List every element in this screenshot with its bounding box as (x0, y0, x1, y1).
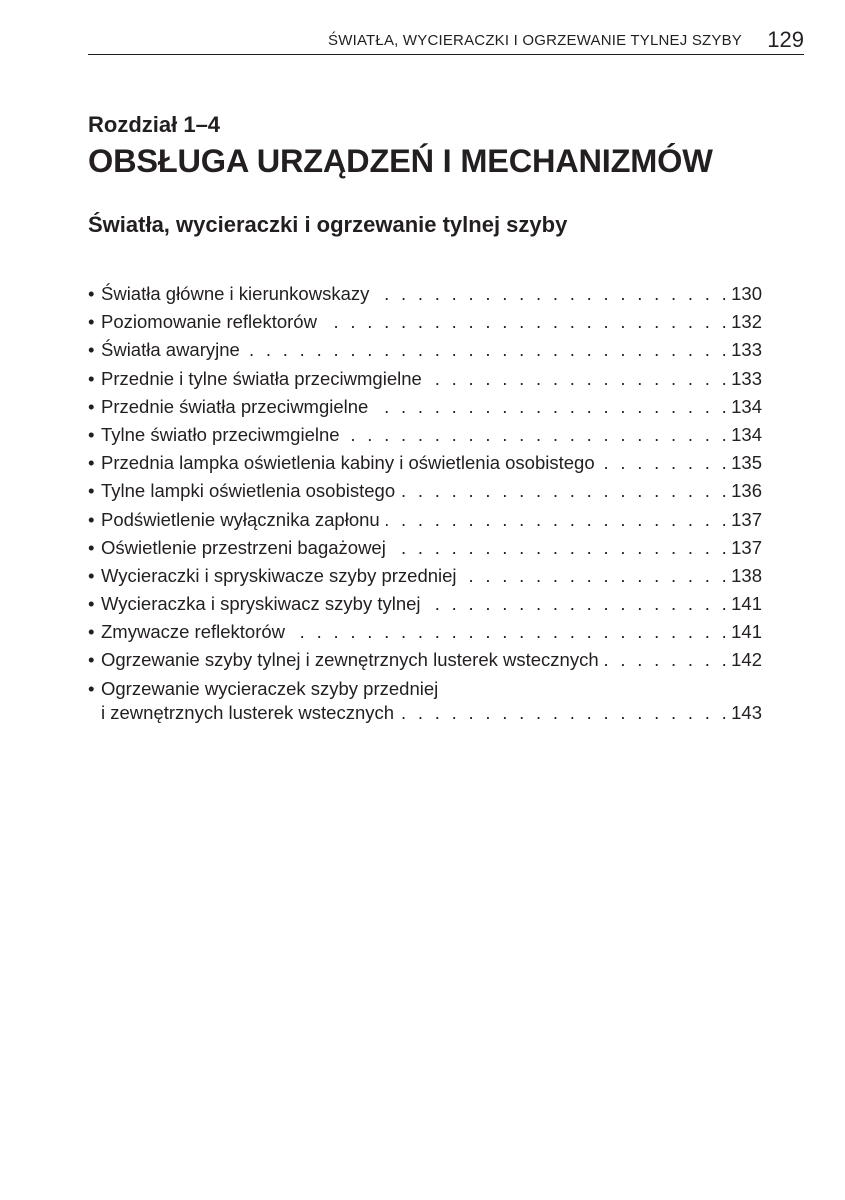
running-title: ŚWIATŁA, WYCIERACZKI I OGRZEWANIE TYLNEJ SZYBY (328, 32, 742, 49)
toc-item-page: 134 (731, 395, 762, 417)
dot-leader (291, 618, 730, 646)
bullet: • (88, 508, 95, 530)
toc-item-page: 130 (731, 283, 762, 304)
dot-leader (427, 590, 731, 618)
toc-item-page: 135 (731, 452, 762, 474)
toc-item[interactable] (88, 506, 762, 534)
toc-item-label: Przednie i tylne światła przeciwmgielne (101, 367, 422, 389)
bullet: • (88, 452, 95, 474)
toc-item[interactable] (88, 393, 762, 421)
toc-item-label: Ogrzewanie wycieraczek szyby przedniej (101, 677, 439, 699)
dot-leader (323, 308, 730, 336)
dot-leader (386, 506, 730, 534)
toc-item-label: Zmywacze reflektorów (101, 621, 286, 643)
toc-item-label: Ogrzewanie szyby tylnej i zewnętrznych lusterek wstecznych (101, 649, 599, 671)
toc-item-page: 138 (731, 564, 762, 586)
toc-item-label: Podświetlenie wyłącznika zapłonu (101, 508, 380, 530)
toc-item[interactable] (88, 336, 762, 364)
toc-item-label: Światła awaryjne (101, 339, 240, 361)
bullet: • (88, 593, 95, 615)
toc-item-page: 137 (731, 508, 762, 530)
bullet: • (88, 311, 95, 333)
toc-item-page: 133 (731, 367, 762, 389)
toc-item-label: Przednie światła przeciwmgielne (101, 395, 369, 417)
section-title: Światła, wycieraczki i ogrzewanie tylnej szyby (88, 212, 568, 237)
toc-item-label: Tylne światło przeciwmgielne (101, 423, 340, 445)
toc-item-label: Przednia lampka oświetlenia kabiny i oświetlenia osobistego (101, 452, 595, 474)
page-number: 129 (767, 27, 804, 52)
table-of-contents (88, 280, 762, 727)
chapter-title: OBSŁUGA URZĄDZEŃ I MECHANIZMÓW (88, 143, 713, 179)
bullet: • (88, 423, 95, 445)
toc-item-page: 137 (731, 536, 762, 558)
bullet: • (88, 339, 95, 361)
toc-item-label: Oświetlenie przestrzeni bagażowej (101, 536, 386, 558)
dot-leader (400, 699, 730, 727)
toc-item-label-continued: i zewnętrznych lusterek wstecznych (101, 701, 395, 723)
dot-leader (374, 393, 730, 421)
bullet: • (88, 395, 95, 417)
dot-leader (375, 280, 730, 308)
chapter-label: Rozdział 1–4 (88, 112, 221, 137)
dot-leader (401, 477, 730, 505)
toc-item[interactable] (88, 618, 762, 646)
dot-leader (428, 365, 730, 393)
toc-item-label: Wycieraczka i spryskiwacz szyby tylnej (101, 593, 421, 615)
dot-leader (601, 449, 731, 477)
bullet: • (88, 367, 95, 389)
toc-item-label: Poziomowanie reflektorów (101, 311, 317, 333)
bullet: • (88, 677, 95, 699)
toc-item[interactable] (88, 421, 762, 449)
toc-item[interactable] (88, 675, 762, 727)
toc-item-page: 143 (731, 701, 762, 723)
dot-leader (346, 421, 731, 449)
toc-item[interactable] (88, 562, 762, 590)
dot-leader (605, 646, 730, 674)
toc-item[interactable] (88, 449, 762, 477)
bullet: • (88, 649, 95, 671)
toc-item-page: 133 (731, 339, 762, 361)
toc-item[interactable] (88, 477, 762, 505)
toc-item[interactable] (88, 365, 762, 393)
toc-item-label: Tylne lampki oświetlenia osobistego (101, 480, 396, 502)
running-header (88, 24, 804, 55)
toc-item-page: 141 (731, 593, 762, 615)
toc-item-page: 132 (731, 311, 762, 333)
toc-item[interactable] (88, 280, 762, 308)
toc-item[interactable] (88, 590, 762, 618)
toc-item[interactable] (88, 646, 762, 674)
toc-item-page: 141 (731, 621, 762, 643)
toc-item-label: Wycieraczki i spryskiwacze szyby przedniej (101, 564, 457, 586)
toc-item-page: 136 (731, 480, 762, 502)
bullet: • (88, 283, 95, 304)
bullet: • (88, 480, 95, 502)
toc-item[interactable] (88, 308, 762, 336)
dot-leader (463, 562, 731, 590)
bullet: • (88, 536, 95, 558)
bullet: • (88, 621, 95, 643)
dot-leader (392, 534, 730, 562)
bullet: • (88, 564, 95, 586)
toc-item-label: Światła główne i kierunkowskazy (101, 283, 370, 304)
toc-item[interactable] (88, 534, 762, 562)
dot-leader (246, 336, 730, 364)
toc-item-page: 134 (731, 423, 762, 445)
toc-item-page: 142 (731, 649, 762, 671)
